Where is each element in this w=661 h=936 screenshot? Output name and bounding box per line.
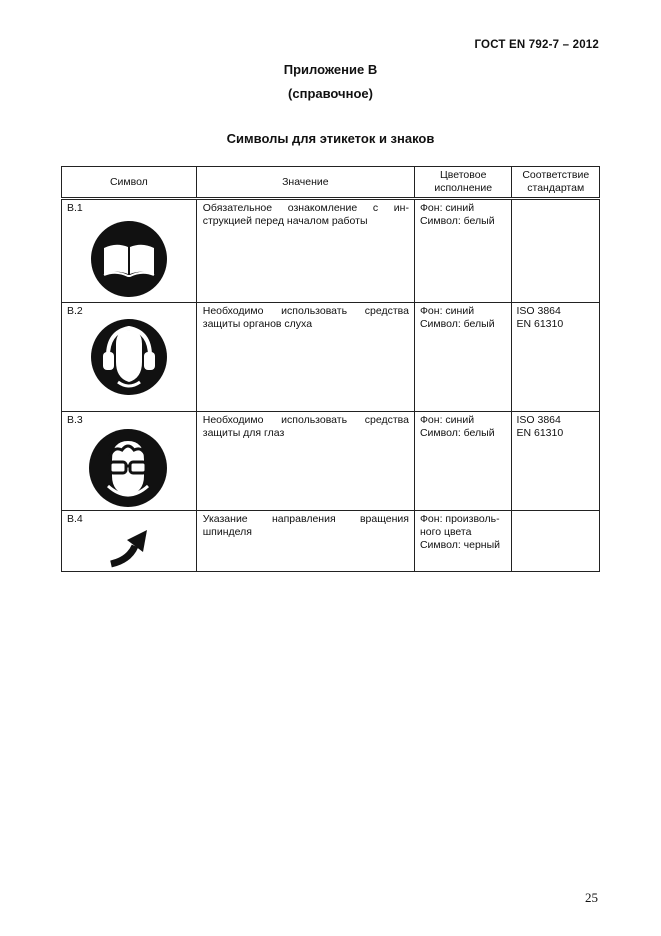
standards-cell xyxy=(512,199,600,303)
header-color xyxy=(414,167,512,199)
header-standards-line-1: Соответствие xyxy=(522,169,590,181)
color-line: Фон: синий xyxy=(419,414,475,426)
header-standards xyxy=(512,167,600,199)
meaning-cell: Необходимо использовать средства защиты органов слуха xyxy=(196,303,414,412)
standard-ref: ISO 3864 xyxy=(516,414,561,426)
section-title: Символы для этикеток и знаков xyxy=(226,131,435,146)
color-line: Символ: черный xyxy=(419,539,501,551)
header-meaning: Значение xyxy=(196,167,414,199)
table-header-row xyxy=(62,167,600,199)
table-row xyxy=(62,511,600,572)
color-line: Символ: белый xyxy=(419,215,495,227)
symbol-cell xyxy=(62,199,197,303)
annex-title: Приложение В xyxy=(283,62,378,77)
header-symbol: Символ xyxy=(62,167,197,199)
standard-ref: EN 61310 xyxy=(516,318,564,330)
color-line: Фон: синий xyxy=(419,305,475,317)
color-cell xyxy=(414,303,512,412)
color-cell xyxy=(414,412,512,511)
header-standards-line-2: стандартам xyxy=(527,182,585,194)
page-number: 25 xyxy=(585,890,598,905)
color-line: ного цвета xyxy=(419,526,472,538)
symbols-table xyxy=(61,166,600,572)
standards-cell xyxy=(512,412,600,511)
color-cell xyxy=(414,199,512,303)
symbol-code: В.1 xyxy=(67,202,83,214)
table-row xyxy=(62,412,600,511)
standard-ref: ISO 3864 xyxy=(516,305,561,317)
symbol-cell xyxy=(62,511,197,572)
header-color-line-1: Цветовое xyxy=(440,169,487,181)
color-line: Фон: синий xyxy=(419,202,475,214)
table-row xyxy=(62,303,600,412)
symbol-cell xyxy=(62,412,197,511)
color-line: Символ: белый xyxy=(419,318,495,330)
symbol-code: В.3 xyxy=(67,414,83,426)
meaning-cell: Обязательное ознакомление с ин-струкцией перед началом работы xyxy=(196,199,414,303)
standard-ref: EN 61310 xyxy=(516,427,564,439)
color-cell xyxy=(414,511,512,572)
standards-cell xyxy=(512,303,600,412)
read-manual-book-icon xyxy=(90,220,168,298)
table-row xyxy=(62,199,600,303)
header-color-line-2: исполнение xyxy=(434,182,493,194)
eye-protection-icon xyxy=(88,428,168,508)
meaning-cell: Указание направления вращения шпинделя xyxy=(196,511,414,572)
symbol-cell xyxy=(62,303,197,412)
symbol-code: В.2 xyxy=(67,305,83,317)
standard-designation: ГОСТ EN 792-7 – 2012 xyxy=(474,39,599,51)
meaning-cell: Необходимо использовать средства защиты для глаз xyxy=(196,412,414,511)
rotation-direction-arrow-icon xyxy=(109,526,151,568)
color-line: Фон: произволь- xyxy=(419,513,500,525)
standards-cell xyxy=(512,511,600,572)
color-line: Символ: белый xyxy=(419,427,495,439)
ear-protection-icon xyxy=(90,318,168,396)
annex-subtitle: (справочное) xyxy=(288,86,373,101)
symbol-code: В.4 xyxy=(67,513,83,525)
